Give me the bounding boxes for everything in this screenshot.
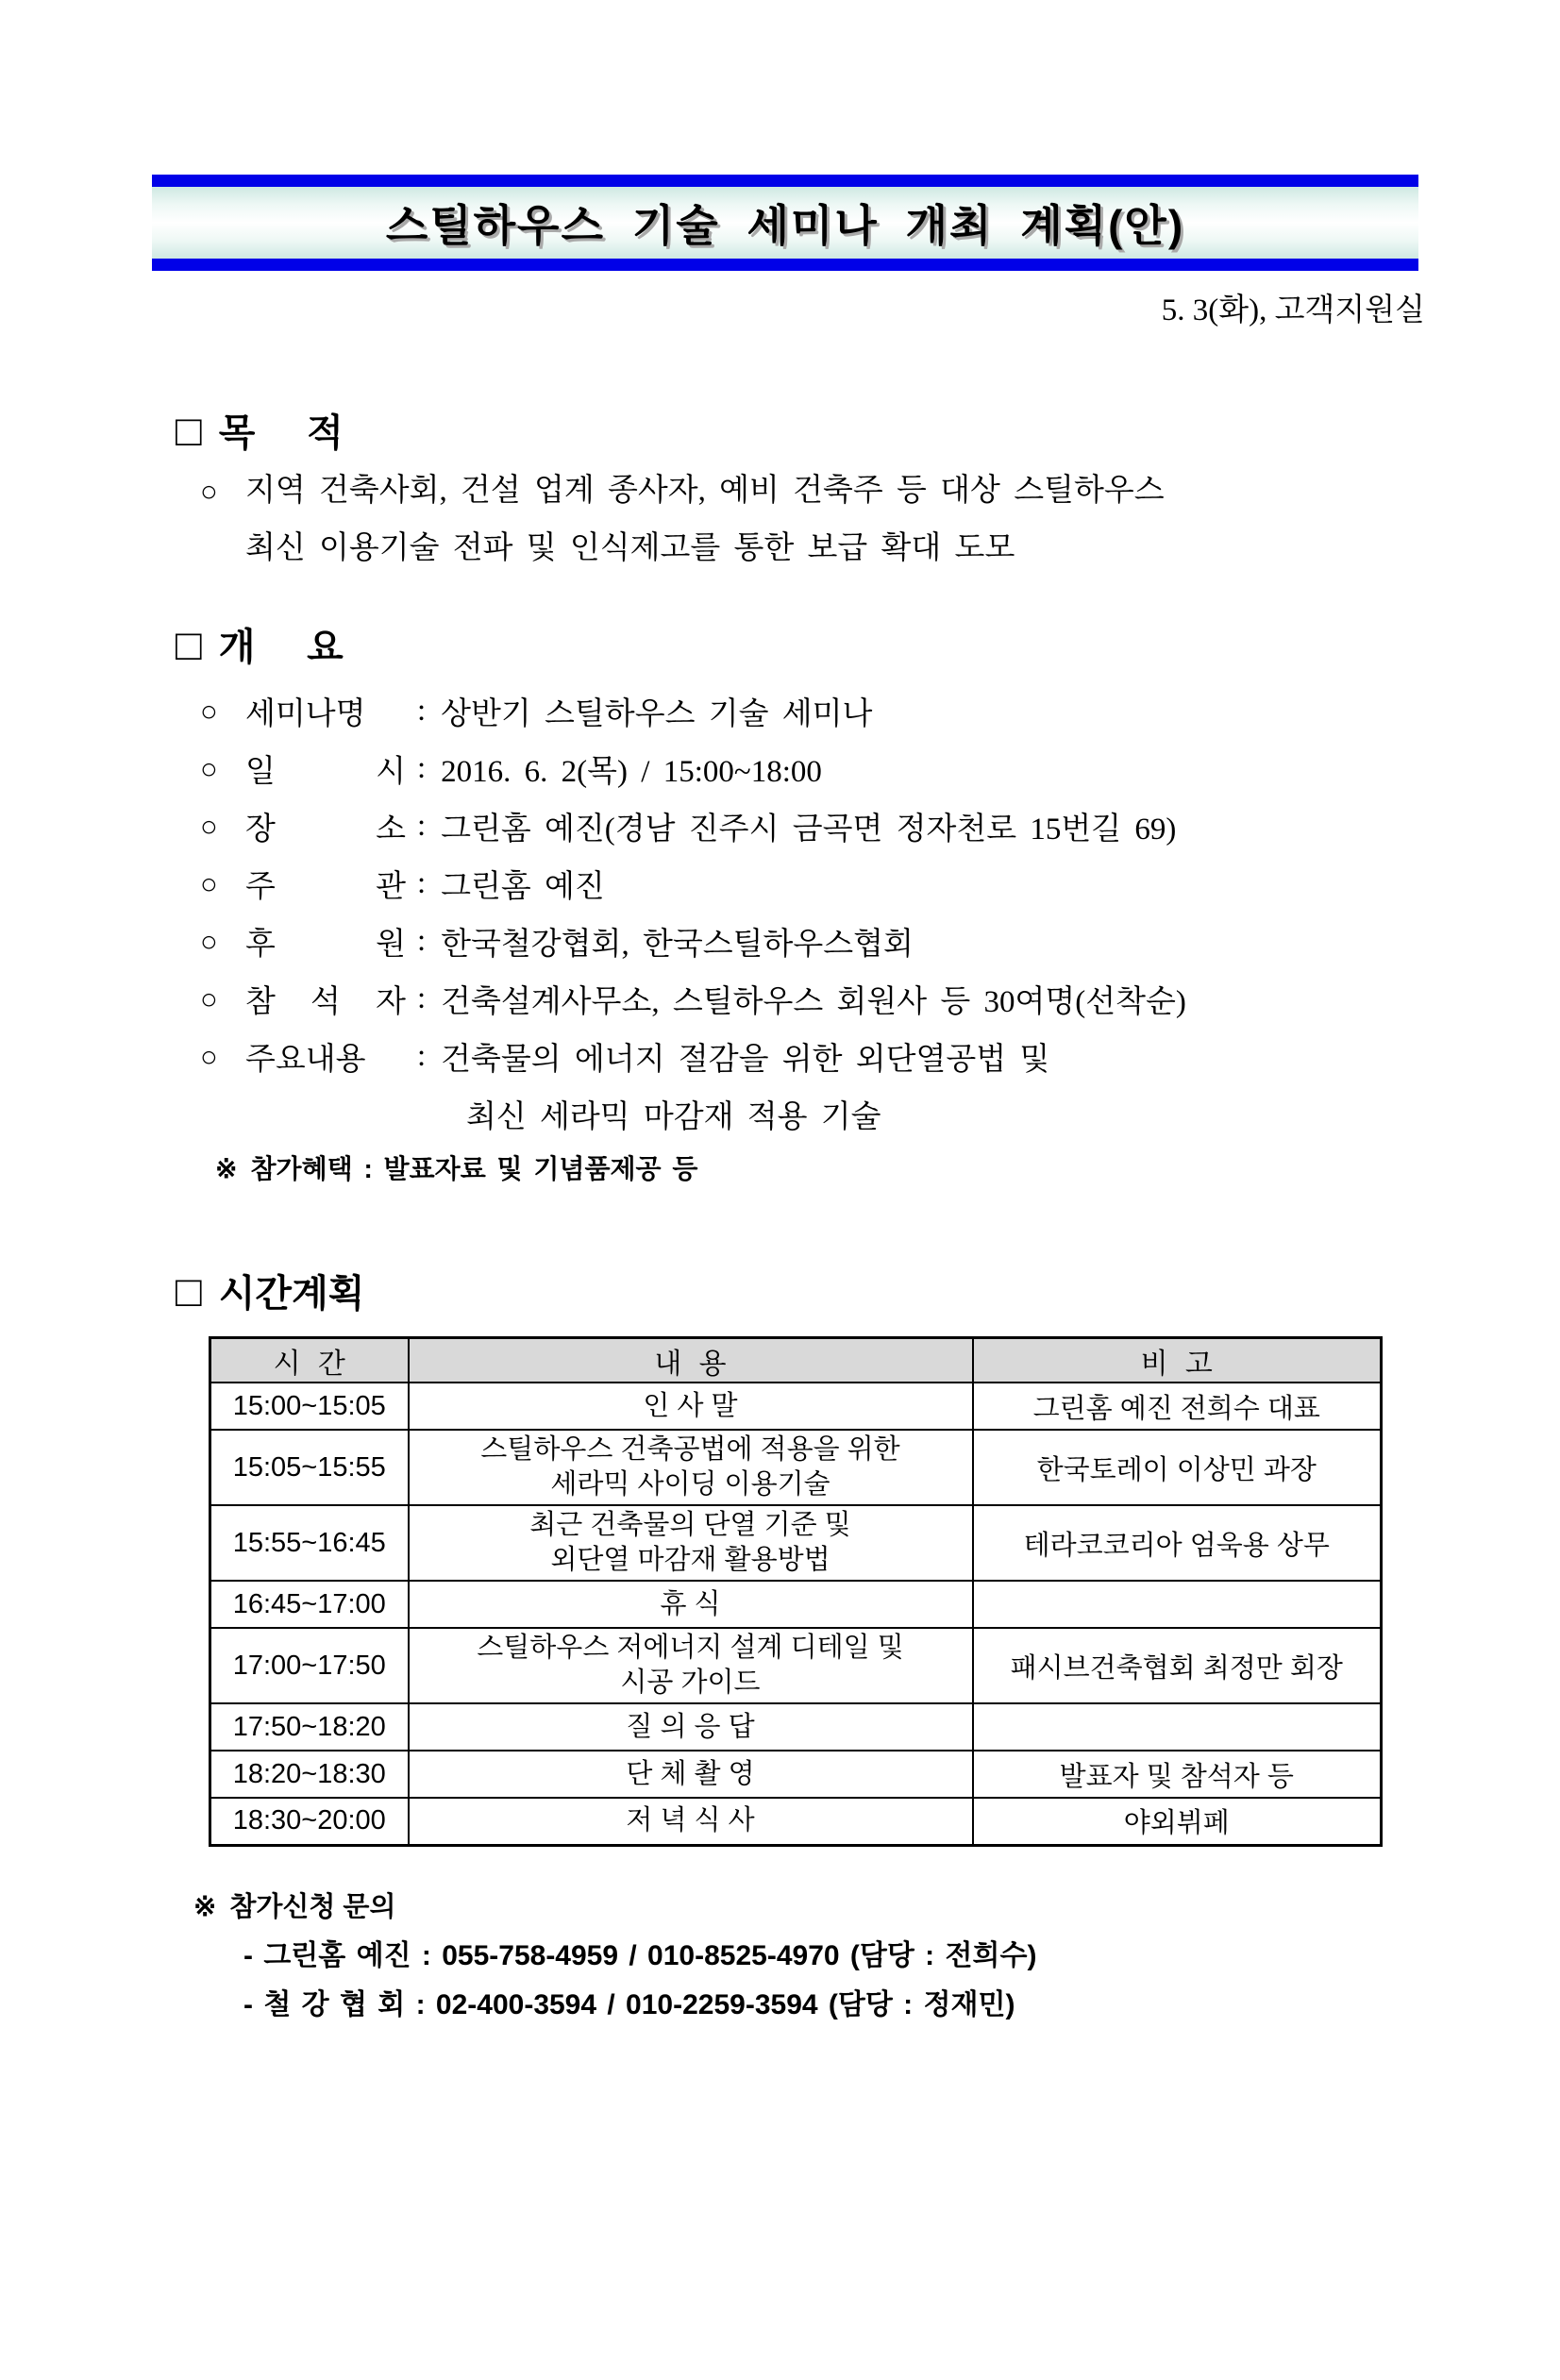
circle-bullet-icon: ○ [200, 981, 218, 1015]
table-row [210, 1430, 1382, 1505]
header-content: 내 용 [409, 1338, 973, 1383]
banner-body [152, 187, 1418, 259]
content-line: 최근 건축물의 단열 기준 및 [529, 1510, 851, 1540]
contact-section-title [193, 1888, 1560, 1926]
overview-list [0, 682, 1560, 1143]
cell-time: 15:00~15:05 [210, 1383, 409, 1430]
contact-title-text: 참가신청 문의 [229, 1891, 396, 1922]
item-label: 후 원 [245, 928, 406, 962]
table-row [210, 1703, 1382, 1751]
cell-time: 15:05~15:55 [210, 1430, 409, 1505]
item-label: 참 석 자 [245, 985, 406, 1019]
table-row [210, 1751, 1382, 1798]
square-bullet-icon: □ [176, 405, 202, 455]
table-header-row [210, 1338, 1382, 1383]
circle-bullet-icon: ○ [200, 751, 218, 785]
cell-content [409, 1430, 973, 1505]
note-text: 참가혜택 : 발표자료 및 기념품제공 등 [250, 1154, 698, 1183]
overview-item-main-content-line2: 최신 세라믹 마감재 적용 기술 [466, 1100, 881, 1134]
overview-item-sponsor [200, 913, 1560, 970]
cell-time: 18:30~20:00 [210, 1798, 409, 1845]
circle-bullet-icon: ○ [200, 866, 218, 900]
content-line: 스틸하우스 건축공법에 적용을 위한 [480, 1434, 900, 1465]
overview-item-organizer [200, 855, 1560, 913]
purpose-line-2: 최신 이용기술 전파 및 인식제고를 통한 보급 확대 도모 [245, 531, 1015, 565]
contact-line-greenhome: - 그린홈 예진 : 055-758-4959 / 010-8525-4970 (담당 : 전희수) [243, 1939, 1037, 1971]
item-value: 한국철강협회, 한국스틸하우스협회 [441, 928, 914, 962]
circle-bullet-icon: ○ [200, 809, 218, 843]
content-line: 단 체 촬 영 [626, 1758, 755, 1789]
cell-time: 18:20~18:30 [210, 1751, 409, 1798]
overview-item-attendees [200, 970, 1560, 1028]
purpose-line-1: 지역 건축사회, 건설 업계 종사자, 예비 건축주 등 대상 스틸하우스 [245, 474, 1165, 508]
section-title-overview: 개 요 [218, 627, 344, 668]
square-bullet-icon: □ [176, 619, 202, 669]
cell-time: 17:50~18:20 [210, 1703, 409, 1751]
content-line: 세라믹 사이딩 이용기술 [550, 1469, 830, 1500]
cell-note [973, 1703, 1382, 1751]
content-line: 인 사 말 [643, 1390, 738, 1421]
item-label: 주 관 [245, 870, 406, 904]
colon-separator: : [417, 866, 427, 900]
circle-bullet-icon: ○ [200, 924, 218, 958]
circle-bullet-icon: ○ [200, 694, 218, 728]
cell-time: 16:45~17:00 [210, 1581, 409, 1628]
contact-lines [243, 1932, 1560, 2030]
cell-note: 한국토레이 이상민 과장 [973, 1430, 1382, 1505]
contact-line-steel-association: - 철 강 협 회 : 02-400-3594 / 010-2259-3594 (담당 : 정재민) [243, 1988, 1015, 2020]
banner-bottom-bar [152, 259, 1418, 271]
item-label: 주요내용 [245, 1043, 366, 1077]
header-time: 시 간 [210, 1338, 409, 1383]
cell-time: 15:55~16:45 [210, 1505, 409, 1581]
item-value: 그린홈 예진(경남 진주시 금곡면 정자천로 15번길 69) [441, 813, 1177, 846]
overview-item-seminar-name [200, 682, 1560, 740]
overview-item-main-content [200, 1028, 1560, 1085]
table-row [210, 1581, 1382, 1628]
item-label: 일 시 [245, 755, 406, 789]
document-page [0, 175, 1560, 2380]
date-and-department: 5. 3(화), 고객지원실 [1161, 293, 1425, 327]
colon-separator: : [417, 751, 427, 785]
cell-content [409, 1798, 973, 1845]
overview-item-datetime [200, 740, 1560, 797]
cell-content [409, 1505, 973, 1581]
table-row [210, 1383, 1382, 1430]
colon-separator: : [417, 981, 427, 1015]
item-value: 그린홈 예진 [441, 870, 605, 904]
participation-benefit-note [215, 1150, 1560, 1188]
colon-separator: : [417, 1039, 427, 1073]
section-title-schedule: 시간계획 [218, 1273, 365, 1315]
cell-content [409, 1628, 973, 1703]
cell-note: 그린홈 예진 전희수 대표 [973, 1383, 1382, 1430]
content-line: 시공 가이드 [620, 1668, 761, 1698]
table-row [210, 1798, 1382, 1845]
item-value: 건축물의 에너지 절감을 위한 외단열공법 및 [441, 1043, 1050, 1077]
cell-note: 패시브건축협회 최정만 회장 [973, 1628, 1382, 1703]
table-row [210, 1505, 1382, 1581]
reference-mark-icon: ※ [193, 1891, 217, 1922]
cell-note: 발표자 및 참석자 등 [973, 1751, 1382, 1798]
overview-item-location [200, 797, 1560, 855]
cell-note: 테라코코리아 엄욱용 상무 [973, 1505, 1382, 1581]
item-value: 건축설계사무소, 스틸하우스 회원사 등 30여명(선착순) [441, 985, 1186, 1019]
cell-note [973, 1581, 1382, 1628]
item-label: 세미나명 [245, 697, 366, 731]
cell-content [409, 1581, 973, 1628]
item-value: 2016. 6. 2(목) / 15:00~18:00 [441, 755, 822, 789]
colon-separator: : [417, 924, 427, 958]
table-row [210, 1628, 1382, 1703]
circle-bullet-icon: ○ [200, 1039, 218, 1073]
reference-mark-icon: ※ [215, 1154, 238, 1183]
content-line: 스틸하우스 저에너지 설계 디테일 및 [477, 1633, 904, 1663]
section-heading-overview [176, 617, 1560, 671]
circle-bullet-icon: ○ [200, 475, 218, 508]
cell-note: 야외뷔페 [973, 1798, 1382, 1845]
content-line: 휴 식 [660, 1588, 721, 1619]
cell-content [409, 1751, 973, 1798]
section-heading-purpose [176, 403, 1560, 457]
content-line: 외단열 마감재 활용방법 [550, 1545, 830, 1575]
square-bullet-icon: □ [176, 1265, 202, 1316]
item-label: 장 소 [245, 813, 406, 846]
banner-top-bar [152, 175, 1418, 187]
colon-separator: : [417, 694, 427, 728]
section-title-purpose: 목 적 [218, 412, 344, 454]
schedule-table [209, 1336, 1383, 1847]
item-value: 상반기 스틸하우스 기술 세미나 [441, 697, 873, 731]
cell-content [409, 1703, 973, 1751]
title-banner [152, 175, 1418, 271]
colon-separator: : [417, 809, 427, 843]
document-title: 스틸하우스 기술 세미나 개최 계획(안) [385, 201, 1185, 250]
content-line: 질 의 응 답 [626, 1711, 755, 1742]
cell-time: 17:00~17:50 [210, 1628, 409, 1703]
section-heading-schedule [176, 1264, 1560, 1317]
purpose-bullet-item [200, 462, 1560, 578]
cell-content [409, 1383, 973, 1430]
purpose-text [245, 462, 1165, 578]
header-note: 비 고 [973, 1338, 1382, 1383]
content-line: 저 녁 식 사 [626, 1805, 755, 1836]
